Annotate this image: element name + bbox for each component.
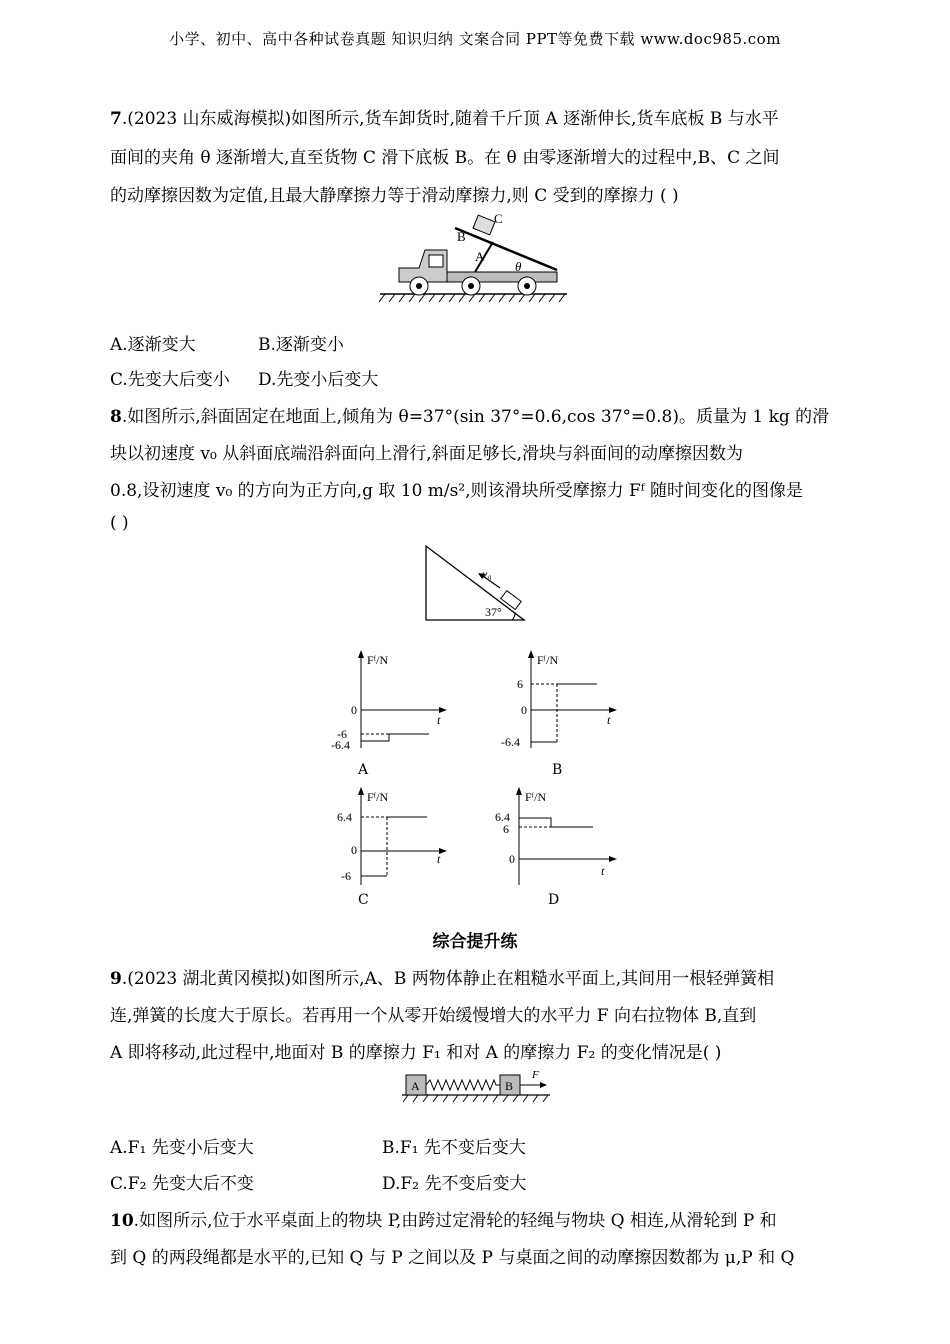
- graph-d-label: D: [548, 892, 560, 908]
- q7-line-3: 的动摩擦因数为定值,且最大静摩擦力等于滑动摩擦力,则 C 受到的摩擦力 ( ): [110, 186, 679, 206]
- axis-label-y: Fᶠ/N: [537, 653, 559, 667]
- graph-b-label: B: [552, 762, 563, 778]
- q10-number: 10: [110, 1211, 134, 1231]
- zero-label: 0: [509, 852, 515, 866]
- section-title: 综合提升练: [432, 932, 518, 952]
- page-header: 小学、初中、高中各种试卷真题 知识归纳 文案合同 PPT等免费下载 www.doc985.com: [169, 30, 781, 48]
- q9-number: 9: [110, 969, 122, 989]
- tick-label: -6.4: [501, 735, 520, 749]
- graph-a: [325, 648, 455, 758]
- q9-text-1: .(2023 湖北黄冈模拟)如图所示,A、B 两物体静止在粗糙水平面上,其间用一根轻弹簧相: [121, 969, 775, 989]
- axis-label-y: Fᶠ/N: [367, 653, 389, 667]
- axis-label-t: t: [607, 713, 611, 727]
- q7-line-1: [110, 104, 779, 129]
- force-label: F: [532, 1069, 539, 1081]
- zero-label: 0: [521, 703, 527, 717]
- q9-option-d: D.F₂ 先不变后变大: [382, 1174, 527, 1194]
- tick-label: -6: [341, 869, 351, 883]
- q7-option-d: D.先变小后变大: [258, 370, 379, 390]
- q8-line-3: 0.8,设初速度 v₀ 的方向为正方向,g 取 10 m/s²,则该滑块所受摩擦力 Fᶠ 随时间变化的图像是: [110, 481, 803, 501]
- q10-text-1: .如图所示,位于水平桌面上的物块 P,由跨过定滑轮的轻绳与物块 Q 相连,从滑轮到 P 和: [133, 1211, 777, 1231]
- spring-diagram: [400, 1065, 555, 1107]
- graph-d: [495, 785, 625, 890]
- q8-line-2: 块以初速度 v₀ 从斜面底端沿斜面向上滑行,斜面足够长,滑块与斜面间的动摩擦因数为: [110, 444, 744, 464]
- tick-label: -6.4: [331, 738, 350, 752]
- q7-number: 7: [110, 109, 122, 129]
- q7-option-a: A.逐渐变大: [110, 335, 196, 355]
- q7-option-b: B.逐渐变小: [258, 335, 344, 355]
- q7-option-c: C.先变大后变小: [110, 370, 230, 390]
- truck-diagram: [375, 210, 575, 305]
- tick-label: 6: [517, 677, 523, 691]
- q8-text-1: .如图所示,斜面固定在地面上,倾角为 θ=37°(sin 37°=0.6,cos 37°=0.8)。质量为 1 kg 的滑: [121, 407, 830, 427]
- label-theta: θ: [515, 259, 522, 274]
- axis-label-t: t: [437, 713, 441, 727]
- zero-label: 0: [351, 703, 357, 717]
- tick-label: 6: [503, 822, 509, 836]
- block-b-label: B: [505, 1079, 514, 1093]
- q9-line-2: 连,弹簧的长度大于原长。若再用一个从零开始缓慢增大的水平力 F 向右拉物体 B,直到: [110, 1006, 757, 1026]
- axis-label-y: Fᶠ/N: [367, 790, 389, 804]
- graph-a-label: A: [358, 762, 369, 778]
- tick-label: -6: [337, 727, 347, 741]
- q9-option-c: C.F₂ 先变大后不变: [110, 1174, 254, 1194]
- axis-label-y: Fᶠ/N: [525, 790, 547, 804]
- q8-line-4: ( ): [110, 513, 129, 533]
- graph-c: [325, 785, 455, 890]
- axis-label-t: t: [437, 852, 441, 866]
- q9-option-b: B.F₁ 先不变后变大: [382, 1138, 526, 1158]
- q10-line-1: [110, 1206, 777, 1231]
- q7-line-2: 面间的夹角 θ 逐渐增大,直至货物 C 滑下底板 B。在 θ 由零逐渐增大的过程中,B、C 之间: [110, 148, 780, 168]
- graph-b: [495, 648, 625, 758]
- tick-label: 6.4: [337, 810, 352, 824]
- tick-label: 6.4: [495, 810, 510, 824]
- zero-label: 0: [351, 843, 357, 857]
- q7-text-1: .(2023 山东威海模拟)如图所示,货车卸货时,随着千斤顶 A 逐渐伸长,货车底板 B 与水平: [121, 109, 779, 129]
- angle-label: 37°: [485, 605, 502, 619]
- q8-line-1: [110, 402, 829, 427]
- block-a-label: A: [411, 1079, 420, 1093]
- label-a: A: [475, 249, 485, 264]
- q9-line-1: [110, 964, 774, 989]
- incline-diagram: [420, 540, 530, 624]
- q8-number: 8: [110, 407, 122, 427]
- v0-label: v₀: [482, 567, 492, 581]
- label-c: C: [494, 211, 503, 226]
- q9-line-3: A 即将移动,此过程中,地面对 B 的摩擦力 F₁ 和对 A 的摩擦力 F₂ 的变化情况是( ): [110, 1043, 722, 1063]
- q9-option-a: A.F₁ 先变小后变大: [110, 1138, 254, 1158]
- label-b: B: [457, 229, 466, 244]
- axis-label-t: t: [601, 864, 605, 878]
- q10-line-2: 到 Q 的两段绳都是水平的,已知 Q 与 P 之间以及 P 与桌面之间的动摩擦因数都为 μ,P 和 Q: [110, 1248, 795, 1268]
- graph-c-label: C: [358, 892, 369, 908]
